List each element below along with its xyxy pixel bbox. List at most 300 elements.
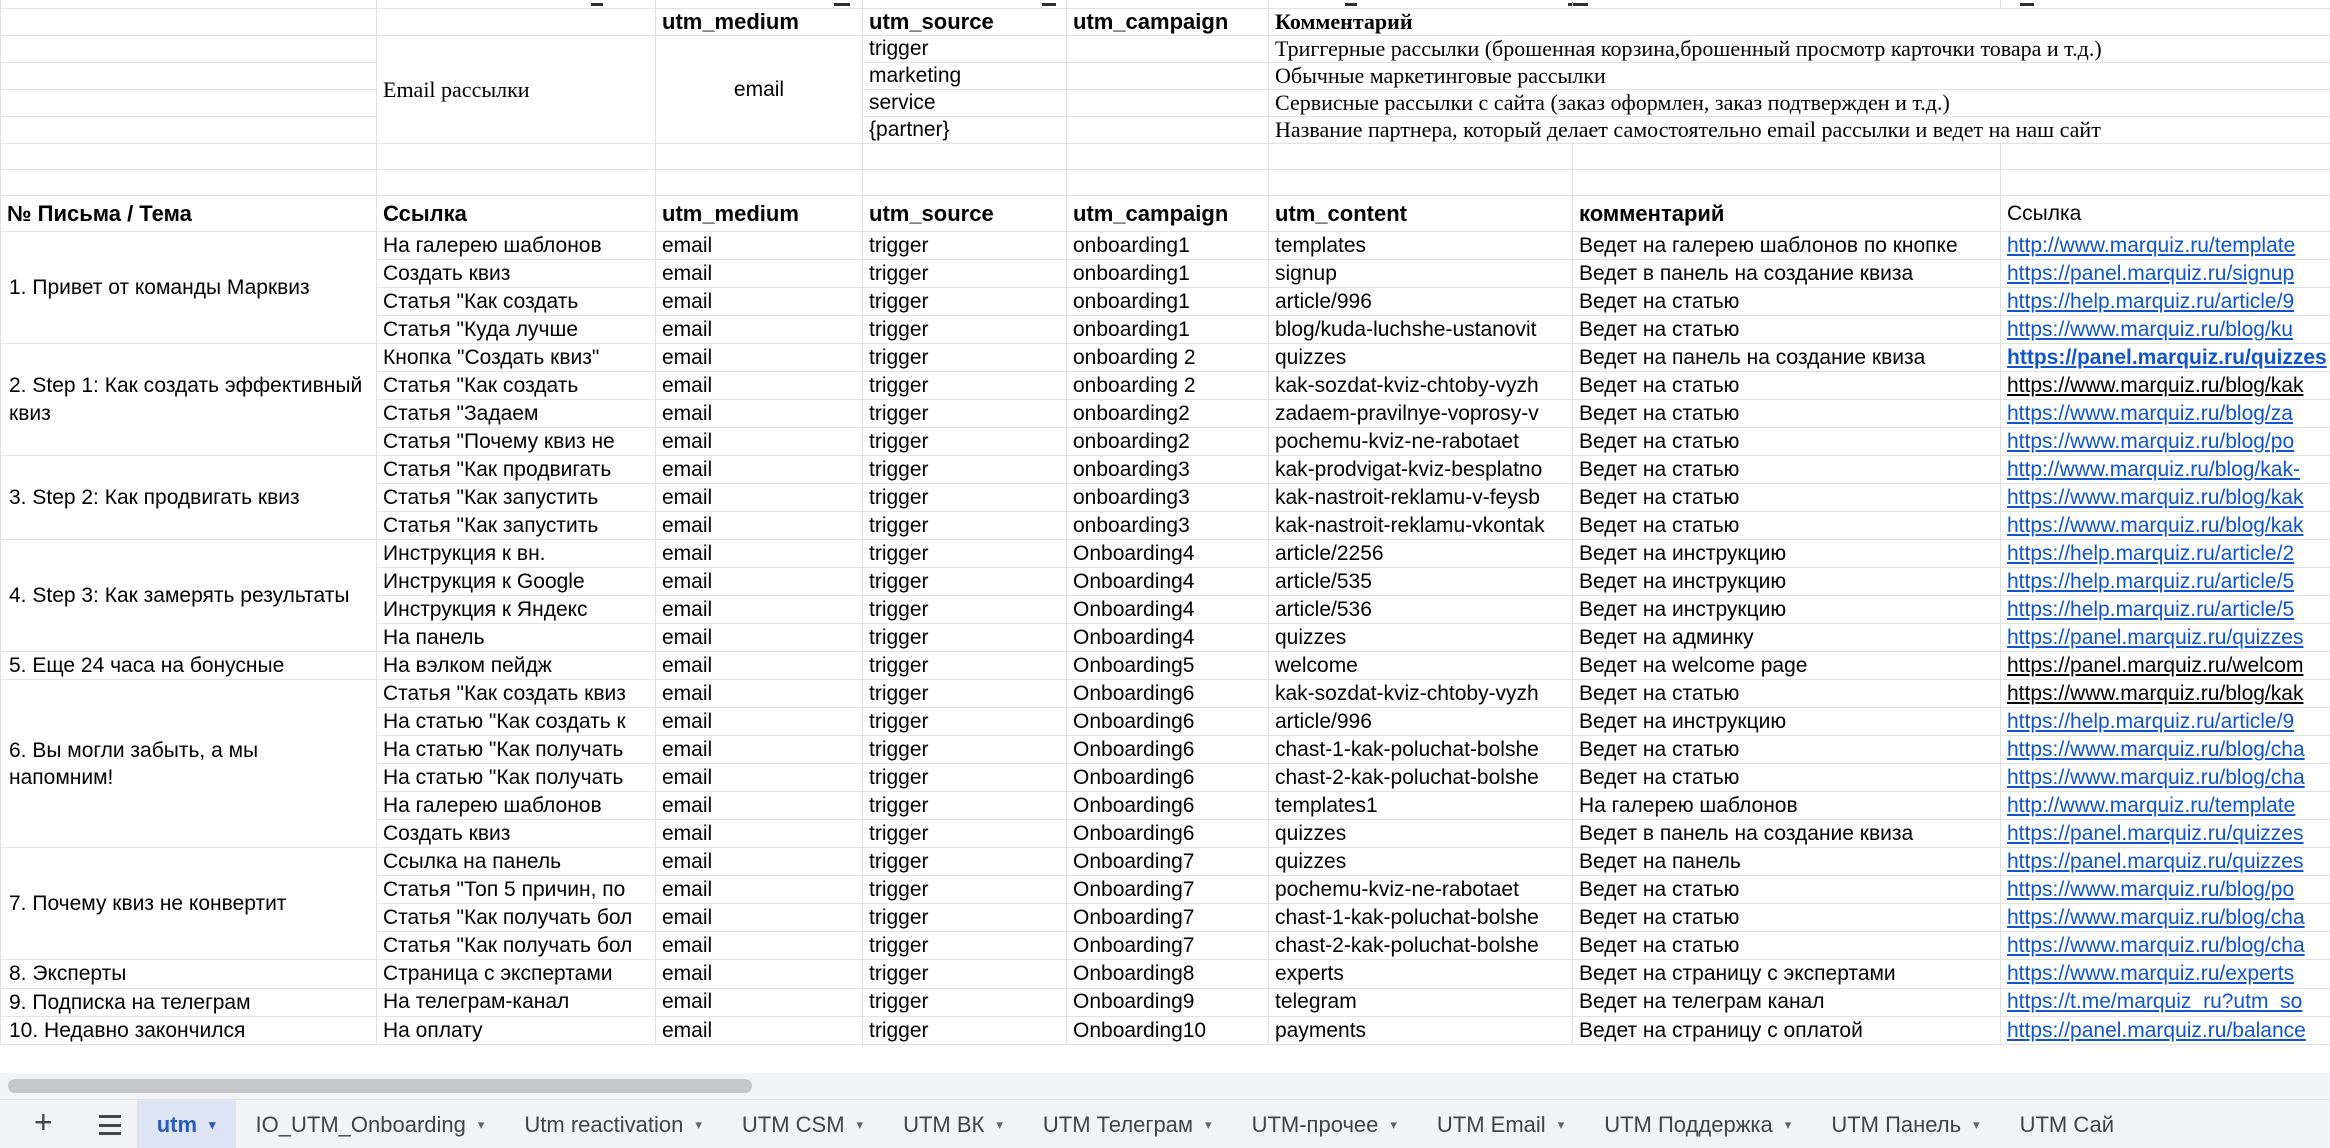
cell-link-name[interactable]: Статья "Топ 5 причин, по: [377, 876, 656, 904]
sheet-tab-utm-панель[interactable]: [1811, 1100, 1999, 1148]
group-title-cell[interactable]: 5. Еще 24 часа на бонусные: [1, 652, 377, 680]
cell-utm-content[interactable]: quizzes: [1269, 344, 1573, 372]
group-title-cell[interactable]: 2. Step 1: Как создать эффективный квиз: [1, 344, 377, 456]
cell-utm-campaign[interactable]: onboarding2: [1067, 400, 1269, 428]
cell-utm-content[interactable]: article/535: [1269, 568, 1573, 596]
table-row: [1, 652, 2330, 680]
sheet-tab-utm[interactable]: [137, 1100, 236, 1148]
cell-link-name[interactable]: На статью "Как создать к: [377, 708, 656, 736]
url-link[interactable]: https://www.marquiz.ru/blog/cha: [2001, 736, 2330, 764]
cell-link-name[interactable]: На панель: [377, 624, 656, 652]
cell-utm-campaign[interactable]: onboarding 2: [1067, 372, 1269, 400]
table-row: [1, 232, 2330, 260]
cell-utm-medium[interactable]: email: [656, 820, 863, 848]
url-link[interactable]: https://www.marquiz.ru/blog/po: [2001, 428, 2330, 456]
cell-utm-source[interactable]: trigger: [863, 876, 1067, 904]
cell[interactable]: [1, 117, 377, 144]
cell-comment[interactable]: Ведет на инструкцию: [1573, 540, 2001, 568]
url-link[interactable]: https://help.marquiz.ru/article/9: [2001, 708, 2330, 736]
cell-link-name[interactable]: Создать квиз: [377, 820, 656, 848]
cell-utm-content[interactable]: article/996: [1269, 708, 1573, 736]
cell-comment[interactable]: Ведет на инструкцию: [1573, 708, 2001, 736]
group-title-cell[interactable]: 7. Почему квиз не конвертит: [1, 848, 377, 960]
cell-utm-source[interactable]: trigger: [863, 960, 1067, 988]
cell-comment[interactable]: Ведет на статью: [1573, 400, 2001, 428]
source-value-cell[interactable]: trigger: [863, 36, 1067, 63]
cell-utm-source[interactable]: trigger: [863, 540, 1067, 568]
table-row: [1, 960, 2330, 988]
header-link-name[interactable]: Ссылка: [377, 196, 656, 232]
source-value-cell[interactable]: {partner}: [863, 117, 1067, 144]
cell-utm-campaign[interactable]: onboarding 2: [1067, 344, 1269, 372]
cell[interactable]: [1573, 170, 2001, 196]
url-link[interactable]: https://help.marquiz.ru/article/2: [2001, 540, 2330, 568]
cell[interactable]: [2001, 170, 2330, 196]
cell-utm-source[interactable]: trigger: [863, 568, 1067, 596]
url-link[interactable]: https://www.marquiz.ru/blog/kak: [2001, 512, 2330, 540]
add-sheet-button[interactable]: [0, 1100, 83, 1148]
cell-utm-source[interactable]: trigger: [863, 456, 1067, 484]
cell[interactable]: [1269, 144, 1573, 170]
cell-link-name[interactable]: Статья "Как создать квиз: [377, 680, 656, 708]
cell-utm-content[interactable]: payments: [1269, 1016, 1573, 1044]
cell-comment[interactable]: Ведет на статью: [1573, 428, 2001, 456]
cell[interactable]: [1, 36, 377, 63]
cell-utm-source[interactable]: trigger: [863, 288, 1067, 316]
cell-utm-source[interactable]: trigger: [863, 400, 1067, 428]
table-row: [1, 456, 2330, 484]
cell-utm-medium[interactable]: email: [656, 428, 863, 456]
cell-utm-source[interactable]: trigger: [863, 904, 1067, 932]
cell[interactable]: [377, 170, 656, 196]
cell-comment[interactable]: Ведет на статью: [1573, 736, 2001, 764]
cell-utm-content[interactable]: templates1: [1269, 792, 1573, 820]
url-link[interactable]: https://help.marquiz.ru/article/9: [2001, 288, 2330, 316]
cell-comment[interactable]: Ведет на телеграм канал: [1573, 988, 2001, 1016]
cell-link-name[interactable]: Статья "Как запустить: [377, 484, 656, 512]
chevron-down-icon: ▾: [1557, 1116, 1565, 1132]
cell-comment[interactable]: Ведет на админку: [1573, 624, 2001, 652]
cell[interactable]: [863, 144, 1067, 170]
url-link[interactable]: https://www.marquiz.ru/blog/cha: [2001, 932, 2330, 960]
cell[interactable]: [1, 144, 377, 170]
cell-utm-content[interactable]: pochemu-kviz-ne-rabotaet: [1269, 428, 1573, 456]
cell-utm-content[interactable]: article/996: [1269, 288, 1573, 316]
sheet-tab-utm-поддержка[interactable]: [1584, 1100, 1811, 1148]
cell[interactable]: [863, 0, 1067, 9]
group-title-cell[interactable]: 3. Step 2: Как продвигать квиз: [1, 456, 377, 540]
cell-comment[interactable]: Ведет на статью: [1573, 876, 2001, 904]
cell[interactable]: [1, 170, 377, 196]
header-comment[interactable]: Комментарий: [1269, 9, 2330, 36]
cell-utm-medium[interactable]: email: [656, 876, 863, 904]
cell-utm-campaign[interactable]: Onboarding10: [1067, 1016, 1269, 1044]
header-letter-topic[interactable]: № Письма / Тема: [1, 196, 377, 232]
source-comment-cell[interactable]: Триггерные рассылки (брошенная корзина,брошенный просмотр карточки товара и т.д.): [1269, 36, 2330, 63]
url-link[interactable]: https://help.marquiz.ru/article/5: [2001, 568, 2330, 596]
group-title-cell[interactable]: 10. Недавно закончился: [1, 1016, 377, 1044]
cell-utm-campaign[interactable]: onboarding3: [1067, 484, 1269, 512]
sheet-tab-utm-сай[interactable]: [2000, 1100, 2134, 1148]
cell-link-name[interactable]: Статья "Задаем: [377, 400, 656, 428]
cell-utm-campaign[interactable]: onboarding3: [1067, 456, 1269, 484]
sheet-tab-utm-reactivation[interactable]: [504, 1100, 721, 1148]
cell-utm-campaign[interactable]: Onboarding7: [1067, 848, 1269, 876]
cell-utm-source[interactable]: trigger: [863, 932, 1067, 960]
cell-utm-content[interactable]: kak-prodvigat-kviz-besplatno: [1269, 456, 1573, 484]
cell-utm-campaign[interactable]: Onboarding4: [1067, 568, 1269, 596]
cell-utm-content[interactable]: quizzes: [1269, 624, 1573, 652]
cell-comment[interactable]: Ведет на статью: [1573, 904, 2001, 932]
cell-utm-campaign[interactable]: Onboarding8: [1067, 960, 1269, 988]
cell-link-name[interactable]: Статья "Как создать: [377, 372, 656, 400]
sheet-tab-utm-прочее[interactable]: [1232, 1100, 1417, 1148]
cell-utm-content[interactable]: article/536: [1269, 596, 1573, 624]
cell-utm-medium[interactable]: email: [656, 512, 863, 540]
sheet-tab-io-utm-onboarding[interactable]: [236, 1100, 505, 1148]
cell[interactable]: [1, 0, 377, 9]
cell-utm-content[interactable]: quizzes: [1269, 848, 1573, 876]
chevron-down-icon: ▾: [1390, 1116, 1397, 1132]
cell-comment[interactable]: Ведет на статью: [1573, 288, 2001, 316]
url-link[interactable]: https://help.marquiz.ru/article/5: [2001, 596, 2330, 624]
all-sheets-button[interactable]: [83, 1100, 137, 1148]
header-comment[interactable]: комментарий: [1573, 196, 2001, 232]
cell-utm-content[interactable]: article/2256: [1269, 540, 1573, 568]
cell-utm-content[interactable]: welcome: [1269, 652, 1573, 680]
cell-link-name[interactable]: На статью "Как получать: [377, 764, 656, 792]
cell-comment[interactable]: Ведет на статью: [1573, 512, 2001, 540]
cell-utm-content[interactable]: chast-1-kak-poluchat-bolshe: [1269, 736, 1573, 764]
sheet-tab-utm-вк[interactable]: [883, 1100, 1023, 1148]
url-link[interactable]: https://panel.marquiz.ru/balance: [2001, 1016, 2330, 1044]
cell-utm-medium[interactable]: email: [656, 680, 863, 708]
cell-comment[interactable]: Ведет на welcome page: [1573, 652, 2001, 680]
url-link[interactable]: https://panel.marquiz.ru/quizzes: [2001, 344, 2330, 372]
cell-utm-campaign[interactable]: Onboarding6: [1067, 820, 1269, 848]
url-link[interactable]: https://www.marquiz.ru/blog/kak: [2001, 680, 2330, 708]
cell-comment[interactable]: Ведет на панель: [1573, 848, 2001, 876]
cell[interactable]: [1, 90, 377, 117]
sheet-tab-utm-телеграм[interactable]: [1023, 1100, 1232, 1148]
cell-utm-content[interactable]: chast-1-kak-poluchat-bolshe: [1269, 904, 1573, 932]
sheet-tab-label: IO_UTM_Onboarding: [255, 1111, 466, 1137]
source-value-cell[interactable]: marketing: [863, 63, 1067, 90]
group-title-cell[interactable]: 8. Эксперты: [1, 960, 377, 988]
cell-comment[interactable]: Ведет на статью: [1573, 456, 2001, 484]
cell-link-name[interactable]: На телеграм-канал: [377, 988, 656, 1016]
url-link[interactable]: https://www.marquiz.ru/blog/kak: [2001, 484, 2330, 512]
medium-value-cell[interactable]: email: [656, 36, 863, 144]
url-link[interactable]: https://www.marquiz.ru/blog/za: [2001, 400, 2330, 428]
cell-utm-medium[interactable]: email: [656, 540, 863, 568]
cell-utm-content[interactable]: kak-nastroit-reklamu-v-feysb: [1269, 484, 1573, 512]
cell-utm-source[interactable]: trigger: [863, 260, 1067, 288]
sheet-tab-bar: [0, 1099, 2330, 1148]
url-link[interactable]: https://www.marquiz.ru/experts: [2001, 960, 2330, 988]
cell-utm-source[interactable]: trigger: [863, 344, 1067, 372]
sheet-tab-utm-email[interactable]: [1417, 1100, 1584, 1148]
group-title-cell[interactable]: 6. Вы могли забыть, а мы напомним!: [1, 680, 377, 848]
cell[interactable]: [863, 170, 1067, 196]
channel-cell[interactable]: Email рассылки: [377, 36, 656, 144]
cell-utm-content[interactable]: templates: [1269, 232, 1573, 260]
cell-comment[interactable]: Ведет на инструкцию: [1573, 568, 2001, 596]
cell-utm-medium[interactable]: email: [656, 988, 863, 1016]
header-utm-source[interactable]: utm_source: [863, 9, 1067, 36]
url-link[interactable]: https://www.marquiz.ru/blog/kak: [2001, 372, 2330, 400]
cell-utm-medium[interactable]: email: [656, 316, 863, 344]
cell-utm-medium[interactable]: email: [656, 596, 863, 624]
cell-utm-medium[interactable]: email: [656, 260, 863, 288]
cell-utm-source[interactable]: trigger: [863, 792, 1067, 820]
cell-utm-medium[interactable]: email: [656, 736, 863, 764]
cell-utm-medium[interactable]: email: [656, 904, 863, 932]
header-utm-medium[interactable]: utm_medium: [656, 9, 863, 36]
cell-utm-medium[interactable]: email: [656, 932, 863, 960]
url-link[interactable]: http://www.marquiz.ru/template: [2001, 232, 2330, 260]
cell[interactable]: [1067, 170, 1269, 196]
group-title-cell[interactable]: 4. Step 3: Как замерять результаты: [1, 540, 377, 652]
cell-link-name[interactable]: На оплату: [377, 1016, 656, 1044]
cell-utm-source[interactable]: trigger: [863, 372, 1067, 400]
cell[interactable]: [1573, 144, 2001, 170]
cell-utm-source[interactable]: trigger: [863, 848, 1067, 876]
cell-utm-source[interactable]: trigger: [863, 316, 1067, 344]
cell-comment[interactable]: Ведет в панель на создание квиза: [1573, 260, 2001, 288]
cell-link-name[interactable]: Инструкция к Google: [377, 568, 656, 596]
cell[interactable]: [2001, 0, 2330, 9]
cell-utm-campaign[interactable]: Onboarding7: [1067, 876, 1269, 904]
cell-comment[interactable]: Ведет на статью: [1573, 680, 2001, 708]
cell-utm-campaign[interactable]: Onboarding9: [1067, 988, 1269, 1016]
cell-utm-campaign[interactable]: Onboarding7: [1067, 932, 1269, 960]
cell-utm-source[interactable]: trigger: [863, 652, 1067, 680]
cell-utm-medium[interactable]: email: [656, 624, 863, 652]
cell-utm-medium[interactable]: email: [656, 708, 863, 736]
cell[interactable]: [1, 63, 377, 90]
url-link[interactable]: https://panel.marquiz.ru/quizzes: [2001, 848, 2330, 876]
cell-utm-campaign[interactable]: onboarding3: [1067, 512, 1269, 540]
cell-link-name[interactable]: Статья "Как получать бол: [377, 932, 656, 960]
cell-utm-campaign[interactable]: onboarding1: [1067, 288, 1269, 316]
cell-comment[interactable]: Ведет на статью: [1573, 372, 2001, 400]
cell-utm-campaign[interactable]: Onboarding4: [1067, 540, 1269, 568]
chevron-down-icon: ▾: [996, 1116, 1003, 1132]
header-utm-campaign[interactable]: utm_campaign: [1067, 9, 1269, 36]
cell-utm-campaign[interactable]: onboarding2: [1067, 428, 1269, 456]
group-title-cell[interactable]: 1. Привет от команды Марквиз: [1, 232, 377, 344]
cell-utm-campaign[interactable]: Onboarding6: [1067, 792, 1269, 820]
cell-utm-campaign[interactable]: onboarding1: [1067, 316, 1269, 344]
cell-utm-medium[interactable]: email: [656, 764, 863, 792]
cell-utm-campaign[interactable]: Onboarding6: [1067, 680, 1269, 708]
url-link[interactable]: https://panel.marquiz.ru/signup: [2001, 260, 2330, 288]
cell-comment[interactable]: Ведет на статью: [1573, 932, 2001, 960]
cell[interactable]: [1067, 36, 1269, 63]
chevron-down-icon: ▾: [209, 1116, 216, 1132]
hamburger-icon: [99, 1115, 121, 1135]
cell-comment[interactable]: Ведет на страницу с экспертами: [1573, 960, 2001, 988]
cell-utm-campaign[interactable]: Onboarding6: [1067, 764, 1269, 792]
cell-comment[interactable]: Ведет на панель на создание квиза: [1573, 344, 2001, 372]
horizontal-scrollbar-thumb[interactable]: [8, 1079, 752, 1093]
cell-utm-content[interactable]: zadaem-pravilnye-voprosy-v: [1269, 400, 1573, 428]
cell[interactable]: [377, 0, 656, 9]
url-link[interactable]: https://www.marquiz.ru/blog/cha: [2001, 904, 2330, 932]
cell-utm-medium[interactable]: email: [656, 1016, 863, 1044]
cell-utm-source[interactable]: trigger: [863, 988, 1067, 1016]
chevron-down-icon: ▾: [695, 1116, 702, 1132]
cell-link-name[interactable]: Ссылка на панель: [377, 848, 656, 876]
cell-link-name[interactable]: Статья "Куда лучше: [377, 316, 656, 344]
cell-link-name[interactable]: Инструкция к Яндекс: [377, 596, 656, 624]
cell-utm-medium[interactable]: email: [656, 456, 863, 484]
cell[interactable]: [377, 144, 656, 170]
cell-link-name[interactable]: Статья "Как получать бол: [377, 904, 656, 932]
cell-utm-medium[interactable]: email: [656, 484, 863, 512]
cell-utm-content[interactable]: experts: [1269, 960, 1573, 988]
cell-utm-content[interactable]: kak-sozdat-kviz-chtoby-vyzh: [1269, 372, 1573, 400]
cell-utm-source[interactable]: trigger: [863, 764, 1067, 792]
header-utm-medium[interactable]: utm_medium: [656, 196, 863, 232]
cell-utm-content[interactable]: pochemu-kviz-ne-rabotaet: [1269, 876, 1573, 904]
cell-utm-medium[interactable]: email: [656, 232, 863, 260]
cell-utm-medium[interactable]: email: [656, 652, 863, 680]
header-utm-content[interactable]: utm_content: [1269, 196, 1573, 232]
cell-utm-source[interactable]: trigger: [863, 428, 1067, 456]
cell-utm-content[interactable]: quizzes: [1269, 820, 1573, 848]
url-link[interactable]: https://panel.marquiz.ru/quizzes: [2001, 820, 2330, 848]
chevron-down-icon: ▾: [1784, 1116, 1792, 1132]
url-link[interactable]: https://panel.marquiz.ru/welcom: [2001, 652, 2330, 680]
cell-utm-campaign[interactable]: onboarding1: [1067, 232, 1269, 260]
cell-utm-campaign[interactable]: Onboarding4: [1067, 624, 1269, 652]
url-link[interactable]: https://www.marquiz.ru/blog/ku: [2001, 316, 2330, 344]
cell-utm-medium[interactable]: email: [656, 568, 863, 596]
cell-utm-content[interactable]: signup: [1269, 260, 1573, 288]
cell-utm-source[interactable]: trigger: [863, 484, 1067, 512]
reference-row: [1, 90, 2330, 117]
cell-utm-source[interactable]: trigger: [863, 512, 1067, 540]
sheet-tab-utm-csm[interactable]: [722, 1100, 883, 1148]
cell-link-name[interactable]: Статья "Как продвигать: [377, 456, 656, 484]
cell-utm-medium[interactable]: email: [656, 400, 863, 428]
cell-utm-campaign[interactable]: Onboarding5: [1067, 652, 1269, 680]
cell-utm-campaign[interactable]: Onboarding6: [1067, 736, 1269, 764]
cell-utm-source[interactable]: trigger: [863, 708, 1067, 736]
header-url[interactable]: Ссылка: [2001, 196, 2330, 232]
cell-comment[interactable]: Ведет на галерею шаблонов по кнопке: [1573, 232, 2001, 260]
cell-comment[interactable]: Ведет на страницу с оплатой: [1573, 1016, 2001, 1044]
cell-utm-medium[interactable]: email: [656, 960, 863, 988]
url-link[interactable]: https://www.marquiz.ru/blog/cha: [2001, 764, 2330, 792]
cell-utm-source[interactable]: trigger: [863, 820, 1067, 848]
cell[interactable]: [1067, 144, 1269, 170]
cell[interactable]: [1067, 63, 1269, 90]
cell-link-name[interactable]: Статья "Как запустить: [377, 512, 656, 540]
cell-utm-medium[interactable]: email: [656, 288, 863, 316]
url-link[interactable]: https://www.marquiz.ru/blog/po: [2001, 876, 2330, 904]
cell-link-name[interactable]: Страница с экспертами: [377, 960, 656, 988]
cell-utm-source[interactable]: trigger: [863, 596, 1067, 624]
table-row: [1, 848, 2330, 876]
cell-utm-source[interactable]: trigger: [863, 680, 1067, 708]
source-comment-cell[interactable]: Обычные маркетинговые рассылки: [1269, 63, 2330, 90]
cell-comment[interactable]: Ведет на статью: [1573, 484, 2001, 512]
cell-utm-campaign[interactable]: onboarding1: [1067, 260, 1269, 288]
horizontal-scrollbar-track[interactable]: [0, 1073, 2330, 1099]
cell[interactable]: [1067, 117, 1269, 144]
cell-link-name[interactable]: Статья "Почему квиз не: [377, 428, 656, 456]
cell-utm-source[interactable]: trigger: [863, 1016, 1067, 1044]
url-link[interactable]: https://t.me/marquiz_ru?utm_so: [2001, 988, 2330, 1016]
cell-utm-campaign[interactable]: Onboarding7: [1067, 904, 1269, 932]
cell-comment[interactable]: На галерею шаблонов: [1573, 792, 2001, 820]
cell-utm-content[interactable]: kak-nastroit-reklamu-vkontak: [1269, 512, 1573, 540]
url-link[interactable]: http://www.marquiz.ru/template: [2001, 792, 2330, 820]
cell-link-name[interactable]: На вэлком пейдж: [377, 652, 656, 680]
cell-link-name[interactable]: Создать квиз: [377, 260, 656, 288]
cell[interactable]: [656, 0, 863, 9]
cell[interactable]: [1067, 0, 1269, 9]
cell[interactable]: [377, 9, 656, 36]
cell-utm-medium[interactable]: email: [656, 848, 863, 876]
cell-utm-content[interactable]: chast-2-kak-poluchat-bolshe: [1269, 932, 1573, 960]
chevron-down-icon: ▾: [1205, 1116, 1212, 1132]
cell-link-name[interactable]: На галерею шаблонов: [377, 232, 656, 260]
cell-comment[interactable]: Ведет на статью: [1573, 316, 2001, 344]
source-comment-cell[interactable]: Сервисные рассылки с сайта (заказ оформлен, заказ подтвержден и т.д.): [1269, 90, 2330, 117]
cell-utm-medium[interactable]: email: [656, 344, 863, 372]
cell[interactable]: [1269, 170, 1573, 196]
cell-link-name[interactable]: Статья "Как создать: [377, 288, 656, 316]
cell[interactable]: [656, 170, 863, 196]
source-comment-cell[interactable]: Название партнера, который делает самостоятельно email рассылки и ведет на наш сайт: [1269, 117, 2330, 144]
cell[interactable]: [1269, 0, 1573, 9]
cell[interactable]: [656, 144, 863, 170]
header-utm-source[interactable]: utm_source: [863, 196, 1067, 232]
cell-utm-source[interactable]: trigger: [863, 736, 1067, 764]
cell-utm-content[interactable]: chast-2-kak-poluchat-bolshe: [1269, 764, 1573, 792]
cell-comment[interactable]: Ведет на статью: [1573, 764, 2001, 792]
url-link[interactable]: https://panel.marquiz.ru/quizzes: [2001, 624, 2330, 652]
cell-utm-campaign[interactable]: Onboarding4: [1067, 596, 1269, 624]
cell-comment[interactable]: Ведет на инструкцию: [1573, 596, 2001, 624]
cell-utm-medium[interactable]: email: [656, 372, 863, 400]
cell-link-name[interactable]: Кнопка "Создать квиз": [377, 344, 656, 372]
cell-utm-campaign[interactable]: Onboarding6: [1067, 708, 1269, 736]
cell-link-name[interactable]: На статью "Как получать: [377, 736, 656, 764]
cell-utm-source[interactable]: trigger: [863, 232, 1067, 260]
cell[interactable]: [1067, 90, 1269, 117]
cell-utm-content[interactable]: kak-sozdat-kviz-chtoby-vyzh: [1269, 680, 1573, 708]
cell[interactable]: [1, 9, 377, 36]
cell[interactable]: [2001, 144, 2330, 170]
cell-link-name[interactable]: Инструкция к вн.: [377, 540, 656, 568]
cell-utm-source[interactable]: trigger: [863, 624, 1067, 652]
cell-utm-content[interactable]: blog/kuda-luchshe-ustanovit: [1269, 316, 1573, 344]
cell[interactable]: [1573, 0, 2001, 9]
source-value-cell[interactable]: service: [863, 90, 1067, 117]
cell-comment[interactable]: Ведет в панель на создание квиза: [1573, 820, 2001, 848]
cell-utm-medium[interactable]: email: [656, 792, 863, 820]
group-title-cell[interactable]: 9. Подписка на телеграм: [1, 988, 377, 1016]
url-link[interactable]: http://www.marquiz.ru/blog/kak-: [2001, 456, 2330, 484]
cell-utm-content[interactable]: telegram: [1269, 988, 1573, 1016]
header-utm-campaign[interactable]: utm_campaign: [1067, 196, 1269, 232]
cell-link-name[interactable]: На галерею шаблонов: [377, 792, 656, 820]
